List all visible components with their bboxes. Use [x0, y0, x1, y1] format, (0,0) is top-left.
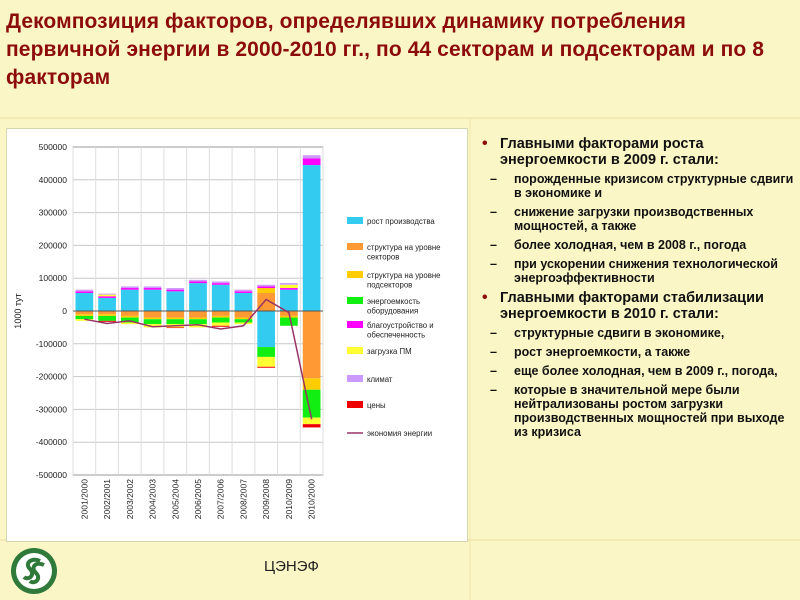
bar-segment — [121, 290, 139, 311]
y-tick-label: -200000 — [35, 371, 67, 382]
bar-segment — [212, 281, 230, 283]
bar-segment — [189, 281, 207, 283]
bar-segment — [212, 311, 230, 316]
bar-segment — [144, 318, 162, 320]
y-tick-label: -100000 — [35, 338, 67, 349]
y-tick-label: 100000 — [38, 273, 67, 284]
bar-segment — [189, 311, 207, 318]
x-tick-label: 2002/2001 — [102, 479, 113, 520]
y-tick-label: 500000 — [38, 142, 67, 152]
bar-segment — [98, 314, 116, 316]
bar-segment — [76, 293, 94, 311]
page-title: Декомпозиция факторов, определявших динамику потребления первичной энергии в 2000-2010 гг., по 44 секторам и подсекторам и по 8 факторам — [6, 10, 765, 89]
bar-segment — [189, 280, 207, 282]
bar-segment — [166, 288, 184, 290]
y-axis-label: 1000 тут — [13, 293, 23, 329]
sub-bullet-item: – более холодная, чем в 2008 г., погода — [478, 238, 794, 252]
y-tick-label: -300000 — [35, 404, 67, 415]
bar-segment — [76, 316, 94, 319]
bullet-item: • Главными факторами роста энергоемкости в 2009 г. стали: — [478, 136, 794, 168]
chart-panel — [6, 128, 468, 542]
x-tick-label: 2005/2004 — [170, 479, 181, 520]
bar-segment — [280, 285, 298, 288]
legend-swatch — [347, 243, 363, 250]
legend-label: экономия энергии — [367, 429, 433, 438]
legend-label: цены — [367, 401, 386, 410]
legend-swatch — [347, 401, 363, 408]
bar-segment — [121, 288, 139, 290]
bar-segment — [257, 367, 275, 368]
bar-segment — [235, 311, 253, 318]
bar-segment — [166, 327, 184, 328]
bar-segment — [144, 311, 162, 318]
bar-segment — [303, 155, 321, 158]
legend-swatch — [347, 217, 363, 224]
bar-segment — [121, 316, 139, 318]
bar-segment — [166, 311, 184, 318]
legend-label: энергоемкость оборудования — [367, 297, 421, 316]
bar-segment — [303, 311, 321, 378]
legend-swatch — [347, 375, 363, 382]
sub-bullet-list — [478, 172, 794, 285]
bar-segment — [257, 286, 275, 288]
bar-segment — [280, 290, 298, 311]
x-tick-label: 2010/2000 — [306, 479, 317, 520]
bar-segment — [98, 294, 116, 295]
x-tick-label: 2009/2008 — [261, 479, 272, 520]
y-tick-label: 400000 — [38, 174, 67, 185]
bar-segment — [189, 319, 207, 324]
legend-label: структура на уровне подсекторов — [367, 271, 441, 290]
bar-segment — [280, 288, 298, 290]
bar-segment — [189, 283, 207, 311]
sub-bullet-item: – снижение загрузки производственных мощностей, а также — [478, 205, 794, 233]
bar-segment — [257, 288, 275, 293]
legend-label: рост производства — [367, 217, 435, 226]
bar-segment — [121, 286, 139, 288]
factor-decomposition-chart — [7, 129, 467, 541]
bar-segment — [212, 283, 230, 285]
sub-bullet-item: – при ускорении снижения технологической энергоэффективности — [478, 257, 794, 285]
bar-segment — [121, 311, 139, 316]
legend-swatch — [347, 271, 363, 278]
y-tick-label: 0 — [62, 306, 67, 316]
bar-segment — [303, 165, 321, 311]
legend-swatch — [347, 321, 363, 328]
bar-segment — [76, 291, 94, 293]
bar-segment — [212, 326, 230, 327]
bar-segment — [235, 291, 253, 293]
sub-bullet-item: – структурные сдвиги в экономике, — [478, 326, 794, 340]
cenef-logo-icon — [10, 547, 58, 595]
bar-segment — [98, 296, 116, 298]
bar-segment — [144, 286, 162, 288]
bar-segment — [303, 424, 321, 427]
legend-label: благоустройство и обеспеченность — [367, 321, 434, 340]
bar-segment — [257, 285, 275, 287]
x-tick-label: 2006/2005 — [193, 479, 203, 520]
bar-segment — [212, 318, 230, 323]
bar-segment — [257, 311, 275, 347]
bar-segment — [166, 319, 184, 324]
sub-bullet-item: – порожденные кризисом структурные сдвиги в экономике и — [478, 172, 794, 200]
bar-segment — [189, 318, 207, 320]
legend-swatch — [347, 347, 363, 354]
x-tick-label: 2008/2007 — [238, 479, 249, 520]
legend-label: структура на уровне секторов — [367, 243, 441, 262]
y-tick-label: -500000 — [35, 470, 67, 480]
bar-segment — [257, 347, 275, 357]
bar-segment — [235, 322, 253, 324]
y-tick-label: 200000 — [38, 240, 67, 251]
bar-segment — [212, 322, 230, 325]
bar-segment — [235, 293, 253, 311]
bar-segment — [235, 290, 253, 292]
x-tick-label: 2004/2003 — [147, 479, 158, 520]
x-tick-label: 2010/2009 — [283, 479, 294, 520]
legend-label: климат — [367, 375, 393, 384]
bar-segment — [280, 318, 298, 326]
bar-segment — [144, 319, 162, 324]
legend-swatch — [347, 297, 363, 304]
x-tick-label: 2001/2000 — [79, 479, 90, 520]
bar-segment — [98, 295, 116, 297]
bar-segment — [212, 285, 230, 311]
bar-segment — [280, 283, 298, 285]
bar-segment — [166, 290, 184, 292]
organization-label: ЦЭНЭФ — [264, 558, 319, 575]
bar-segment — [76, 290, 94, 292]
bullet-list — [478, 136, 794, 444]
bar-segment — [303, 390, 321, 418]
bar-segment — [257, 357, 275, 367]
sub-bullet-list — [478, 326, 794, 439]
bar-segment — [166, 318, 184, 320]
bar-segment — [98, 316, 116, 321]
legend-label: загрузка ПМ — [367, 347, 412, 356]
bar-segment — [98, 298, 116, 311]
sub-bullet-item: – еще более холодная, чем в 2009 г., погода, — [478, 364, 794, 378]
bar-segment — [166, 291, 184, 311]
y-tick-label: -400000 — [35, 437, 67, 448]
y-tick-label: 300000 — [38, 207, 67, 218]
bullet-item: • Главными факторами стабилизации энергоемкости в 2010 г. стали: — [478, 290, 794, 322]
bar-segment — [76, 314, 94, 316]
x-tick-label: 2007/2006 — [215, 479, 226, 520]
bar-segment — [257, 293, 275, 311]
bar-segment — [303, 158, 321, 165]
bar-segment — [144, 288, 162, 290]
bar-segment — [144, 290, 162, 311]
sub-bullet-item: – которые в значительной мере были нейтрализованы ростом загрузки производственных мощностей при выходе из кризиса — [478, 383, 794, 439]
bar-segment — [212, 316, 230, 318]
sub-bullet-item: – рост энергоемкости, а также — [478, 345, 794, 359]
x-tick-label: 2003/2002 — [124, 479, 135, 520]
